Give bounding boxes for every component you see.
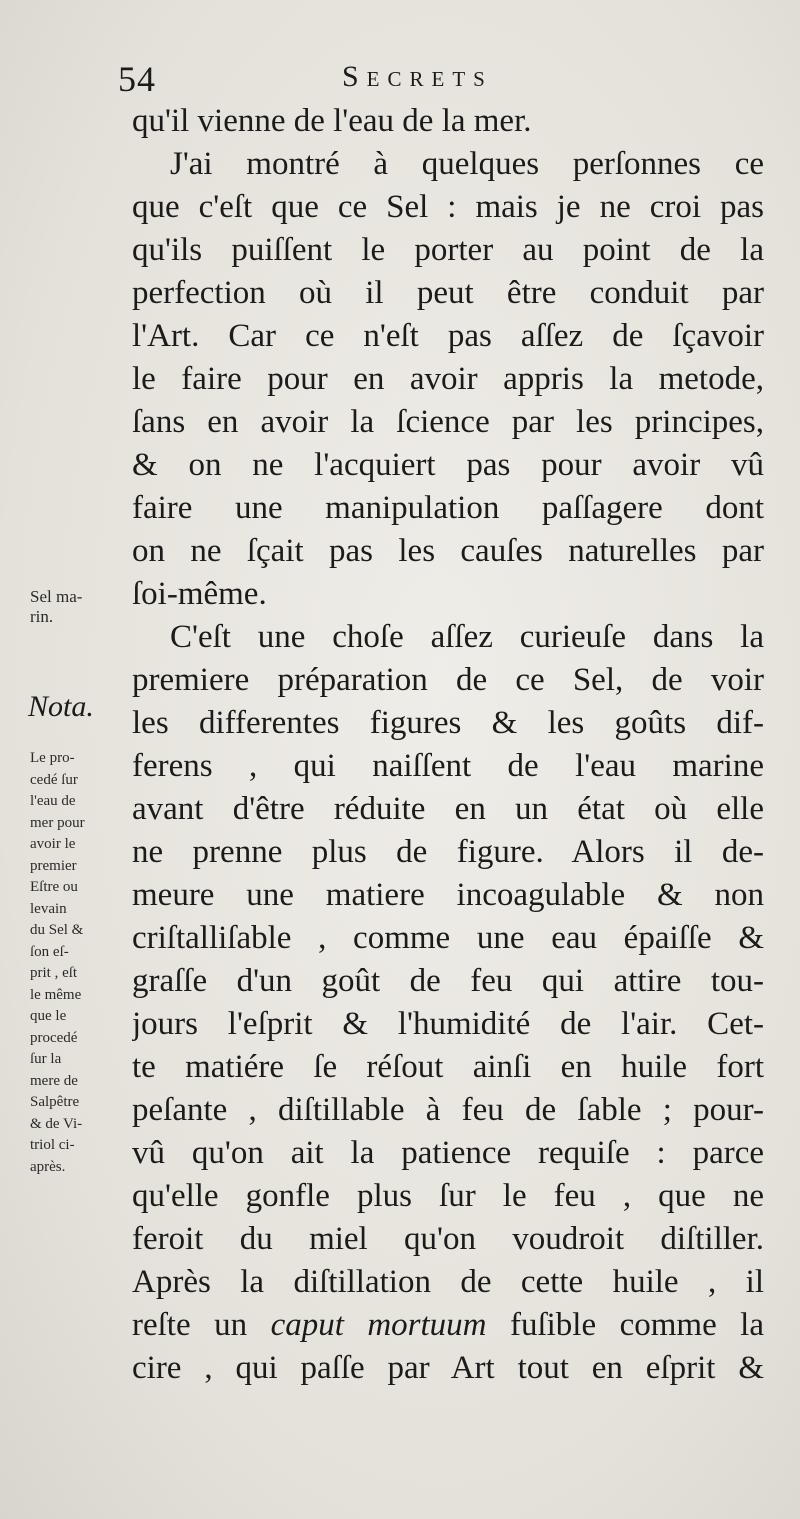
text-line: qu'ils puiſſent le porter au point de la	[132, 232, 764, 268]
margin-note-line: mer pour	[30, 814, 85, 831]
margin-note-line: Eſtre ou	[30, 879, 78, 895]
margin-note-line: que le	[30, 1008, 67, 1024]
margin-note-line: procedé	[30, 1029, 78, 1046]
margin-note-sel-marin	[30, 587, 134, 627]
text-line: J'ai montré à quelques perſonnes ce	[170, 146, 764, 182]
page-number: 54	[118, 59, 156, 99]
margin-note-line: triol ci-	[30, 1137, 75, 1153]
margin-note-line: cedé ſur	[30, 771, 78, 788]
page-header	[118, 58, 768, 104]
latin-term: caput mortuum	[270, 1307, 487, 1343]
text-line: C'eſt une choſe aſſez curieuſe dans la	[170, 619, 764, 655]
text-line: perfection où il peut être conduit par	[132, 275, 764, 311]
text-line: te matiére ſe réſout ainſi en huile fort	[132, 1049, 764, 1085]
text-line: ne prenne plus de figure. Alors il de-	[132, 834, 764, 870]
margin-note-line: ſur la	[30, 1051, 62, 1067]
text-line: qu'elle gonfle plus ſur le feu , que ne	[132, 1178, 764, 1214]
text-line: Après la diſtillation de cette huile , il	[132, 1264, 764, 1300]
margin-note-procede	[30, 748, 134, 1178]
margin-note-line: l'eau de	[30, 793, 76, 809]
body-text	[132, 100, 764, 1390]
text-line: premiere préparation de ce Sel, de voir	[132, 662, 764, 698]
margin-note-line: mere de	[30, 1072, 78, 1089]
margin-note-nota: Nota.	[28, 690, 94, 723]
text-line: ſoi-même.	[132, 576, 267, 612]
text-line: on ne ſçait pas les cauſes naturelles par	[132, 533, 764, 569]
text-line: criſtalliſable , comme une eau épaiſſe &	[132, 920, 764, 956]
text-line: peſante , diſtillable à feu de ſable ; pour-	[132, 1092, 764, 1128]
text-line: que c'eſt que ce Sel : mais je ne croi pas	[132, 189, 764, 225]
text-line: reſte un caput mortuum fuſible comme la	[132, 1307, 764, 1343]
text-line: avant d'être réduite en un état où elle	[132, 791, 764, 827]
margin-note-line: & de Vi-	[30, 1115, 83, 1132]
text-line: le faire pour en avoir appris la metode,	[132, 361, 764, 397]
margin-note-line: du Sel &	[30, 922, 84, 938]
margin-note-line: Salpêtre	[30, 1094, 80, 1110]
margin-note-line: levain	[30, 900, 67, 917]
margin-note-line: après.	[30, 1158, 66, 1175]
text-line: faire une manipulation paſſagere dont	[132, 490, 764, 526]
text-line: graſſe d'un goût de feu qui attire tou-	[132, 963, 764, 999]
margin-note-line: Le pro-	[30, 750, 75, 766]
text-line: vû qu'on ait la patience requiſe : parce	[132, 1135, 764, 1171]
margin-note-line: ſon eſ-	[30, 943, 69, 960]
margin-note-line: avoir le	[30, 836, 76, 852]
text-line: meure une matiere incoagulable & non	[132, 877, 764, 913]
text-line: & on ne l'acquiert pas pour avoir vû	[132, 447, 764, 483]
text-line: ferens , qui naiſſent de l'eau marine	[132, 748, 764, 784]
text-line: l'Art. Car ce n'eſt pas aſſez de ſçavoir	[132, 318, 764, 354]
running-title: Secrets	[342, 60, 493, 93]
text-line: qu'il vienne de l'eau de la mer.	[132, 103, 532, 139]
text-line: jours l'eſprit & l'humidité de l'air. Cet-	[132, 1006, 764, 1042]
margin-note-line: premier	[30, 857, 77, 874]
margin-note-line: rin.	[30, 607, 54, 626]
margin-note-line: le même	[30, 986, 82, 1003]
text-line: feroit du miel qu'on voudroit diſtiller.	[132, 1221, 764, 1257]
text-line: cire , qui paſſe par Art tout en eſprit &	[132, 1350, 764, 1386]
text-line: ſans en avoir la ſcience par les principes,	[132, 404, 764, 440]
margin-note-line: prit , eſt	[30, 965, 78, 981]
text-line: les differentes figures & les goûts dif-	[132, 705, 764, 741]
margin-note-line: Sel ma-	[30, 587, 83, 606]
